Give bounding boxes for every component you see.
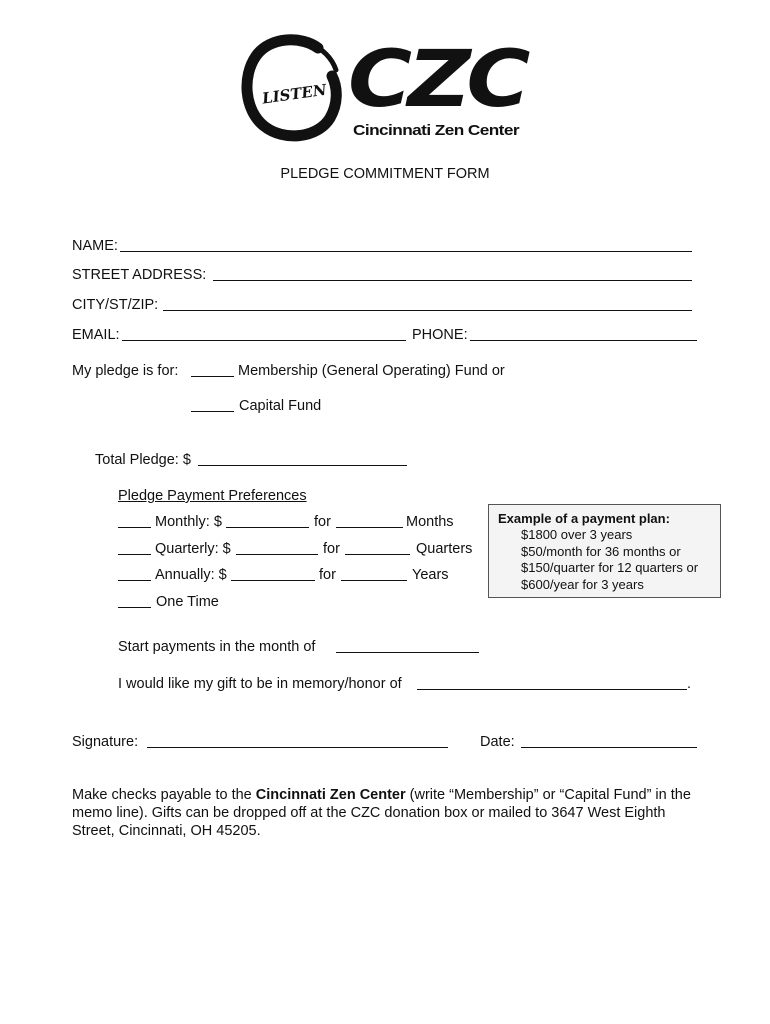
monthly-count-field[interactable] [336,527,403,528]
start-payments-label: Start payments in the month of [118,639,316,655]
example-line: $1800 over 3 years [521,527,633,543]
email-label: EMAIL: [72,327,120,343]
name-label: NAME: [72,238,118,254]
annually-count-field[interactable] [341,580,407,581]
quarterly-amount-field[interactable] [236,554,318,555]
signature-field[interactable] [147,747,448,748]
monthly-check-blank[interactable] [118,527,151,528]
total-pledge-label: Total Pledge: $ [95,452,191,468]
total-pledge-field[interactable] [198,465,407,466]
pledge-for-label: My pledge is for: [72,363,179,379]
quarterly-label: Quarterly: $ [155,541,231,557]
memory-honor-period: . [687,676,692,692]
example-title: Example of a payment plan: [498,511,670,526]
city-st-zip-label: CITY/ST/ZIP: [72,297,159,313]
membership-fund-option: Membership (General Operating) Fund or [238,363,505,379]
annually-label: Annually: $ [155,567,227,583]
czc-logo [240,30,530,145]
quarters-label: Quarters [416,541,473,557]
name-field[interactable] [120,251,692,252]
quarterly-count-field[interactable] [345,554,410,555]
memory-honor-field[interactable] [417,689,687,690]
form-title: PLEDGE COMMITMENT FORM [280,166,490,182]
annually-amount-field[interactable] [231,580,315,581]
monthly-for-label: for [314,514,331,530]
date-field[interactable] [521,747,697,748]
annually-check-blank[interactable] [118,580,151,581]
organization-name: Cincinnati Zen Center [255,787,406,803]
annually-for-label: for [319,567,336,583]
example-line: $600/year for 3 years [521,576,644,592]
one-time-label: One Time [156,594,219,610]
months-label: Months [406,514,454,530]
payment-plan-example-box [488,504,721,598]
capital-fund-option: Capital Fund [239,398,322,414]
years-label: Years [412,567,449,583]
city-st-zip-field[interactable] [163,310,692,311]
date-label: Date: [480,734,515,750]
example-line: $50/month for 36 months or [521,543,681,559]
logo-name: Cincinnati Zen Center [353,122,520,139]
payment-instructions [72,786,712,840]
phone-label: PHONE: [412,327,468,343]
quarterly-for-label: for [323,541,340,557]
membership-fund-blank[interactable] [191,376,234,377]
memory-honor-label: I would like my gift to be in memory/honor of [118,676,402,692]
start-payments-field[interactable] [336,652,479,653]
street-address-field[interactable] [213,280,692,281]
signature-label: Signature: [72,734,139,750]
instructions-part2: (write “Membership” or “Capital Fund” in the memo line). Gifts can be dropped off at the CZC donation box or mailed to 3647 West Eighth Street, Cincinnati, OH 45205. [72,787,691,839]
logo-brush-text: LISTEN [261,80,328,108]
street-address-label: STREET ADDRESS: [72,267,207,283]
capital-fund-blank[interactable] [191,411,234,412]
monthly-amount-field[interactable] [226,527,309,528]
email-field[interactable] [122,340,406,341]
monthly-label: Monthly: $ [155,514,222,530]
quarterly-check-blank[interactable] [118,554,151,555]
payment-preferences-heading: Pledge Payment Preferences [118,488,307,504]
instructions-part1: Make checks payable to the [72,787,256,803]
example-line: $150/quarter for 12 quarters or [521,560,699,576]
logo-acronym: CZC [348,35,530,125]
phone-field[interactable] [470,340,697,341]
one-time-check-blank[interactable] [118,607,151,608]
